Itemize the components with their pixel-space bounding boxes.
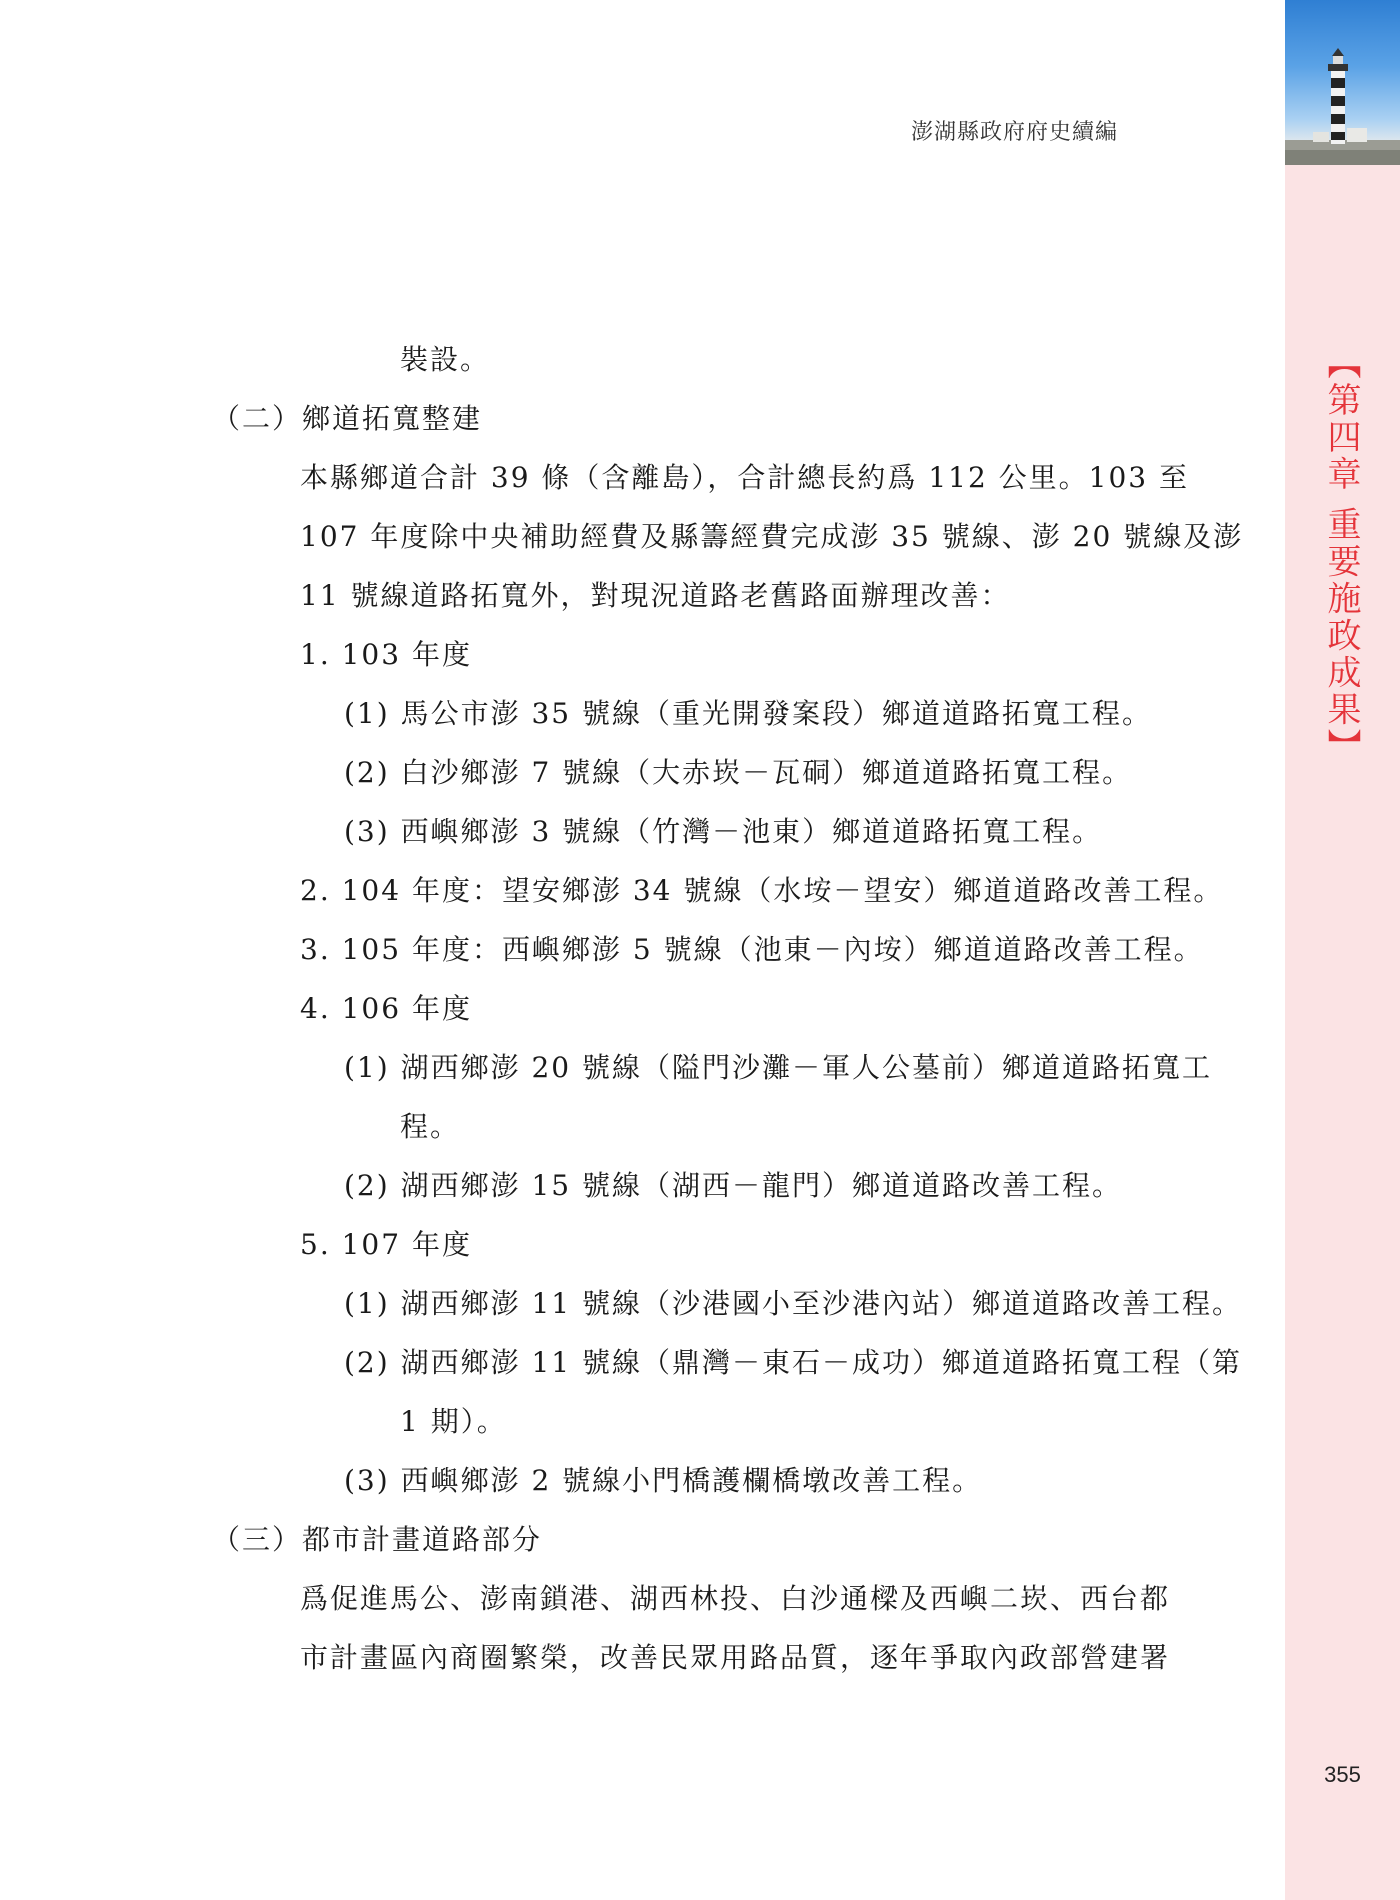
text-line: 本縣鄉道合計 39 條（含離島），合計總長約爲 112 公里。103 至 xyxy=(300,461,1190,494)
list-item: (3) 西嶼鄉澎 3 號線（竹灣－池東）鄉道道路拓寬工程。 xyxy=(344,815,1103,848)
list-item: 3. 105 年度：西嶼鄉澎 5 號線（池東－內垵）鄉道道路改善工程。 xyxy=(300,933,1204,966)
list-item: (1) 湖西鄉澎 11 號線（沙港國小至沙港內站）鄉道道路改善工程。 xyxy=(344,1287,1242,1320)
list-item: 4. 106 年度 xyxy=(300,992,472,1025)
list-item: (1) 馬公市澎 35 號線（重光開發案段）鄉道道路拓寬工程。 xyxy=(344,697,1152,730)
text-line: 裝設。 xyxy=(400,343,491,376)
running-header: 澎湖縣政府府史續編 xyxy=(910,120,1118,145)
list-item: (2) 湖西鄉澎 15 號線（湖西－龍門）鄉道道路改善工程。 xyxy=(344,1169,1122,1202)
chapter-sidebar xyxy=(1285,0,1400,1900)
list-item: (2) 白沙鄉澎 7 號線（大赤崁－瓦硐）鄉道道路拓寬工程。 xyxy=(344,756,1133,789)
lighthouse-image xyxy=(1285,0,1400,165)
list-item: (3) 西嶼鄉澎 2 號線小門橋護欄橋墩改善工程。 xyxy=(344,1464,983,1497)
list-item: 5. 107 年度 xyxy=(300,1228,472,1261)
text-line: 市計畫區內商圈繁榮，改善民眾用路品質，逐年爭取內政部營建署 xyxy=(300,1641,1171,1674)
text-line: 爲促進馬公、澎南鎖港、湖西林投、白沙通樑及西嶼二崁、西台都 xyxy=(300,1582,1171,1615)
text-line: 1 期）。 xyxy=(400,1405,507,1438)
lighthouse-icon xyxy=(1285,0,1400,165)
list-item: 2. 104 年度：望安鄉澎 34 號線（水垵－望安）鄉道道路改善工程。 xyxy=(300,874,1224,907)
section-heading: （三）都市計畫道路部分 xyxy=(212,1523,543,1556)
chapter-label: 【第四章 重要施政成果】 xyxy=(1321,345,1361,766)
text-line: 107 年度除中央補助經費及縣籌經費完成澎 35 號線、澎 20 號線及澎 xyxy=(300,520,1244,553)
text-line: 程。 xyxy=(400,1110,461,1143)
section-heading: （二）鄉道拓寬整建 xyxy=(212,402,483,435)
list-item: (1) 湖西鄉澎 20 號線（隘門沙灘－軍人公墓前）鄉道道路拓寬工 xyxy=(344,1051,1212,1084)
text-line: 11 號線道路拓寬外，對現況道路老舊路面辦理改善： xyxy=(300,579,1011,612)
list-item: 1. 103 年度 xyxy=(300,638,472,671)
page-number: 355 xyxy=(1324,1762,1361,1787)
list-item: (2) 湖西鄉澎 11 號線（鼎灣－東石－成功）鄉道道路拓寬工程（第 xyxy=(344,1346,1242,1379)
